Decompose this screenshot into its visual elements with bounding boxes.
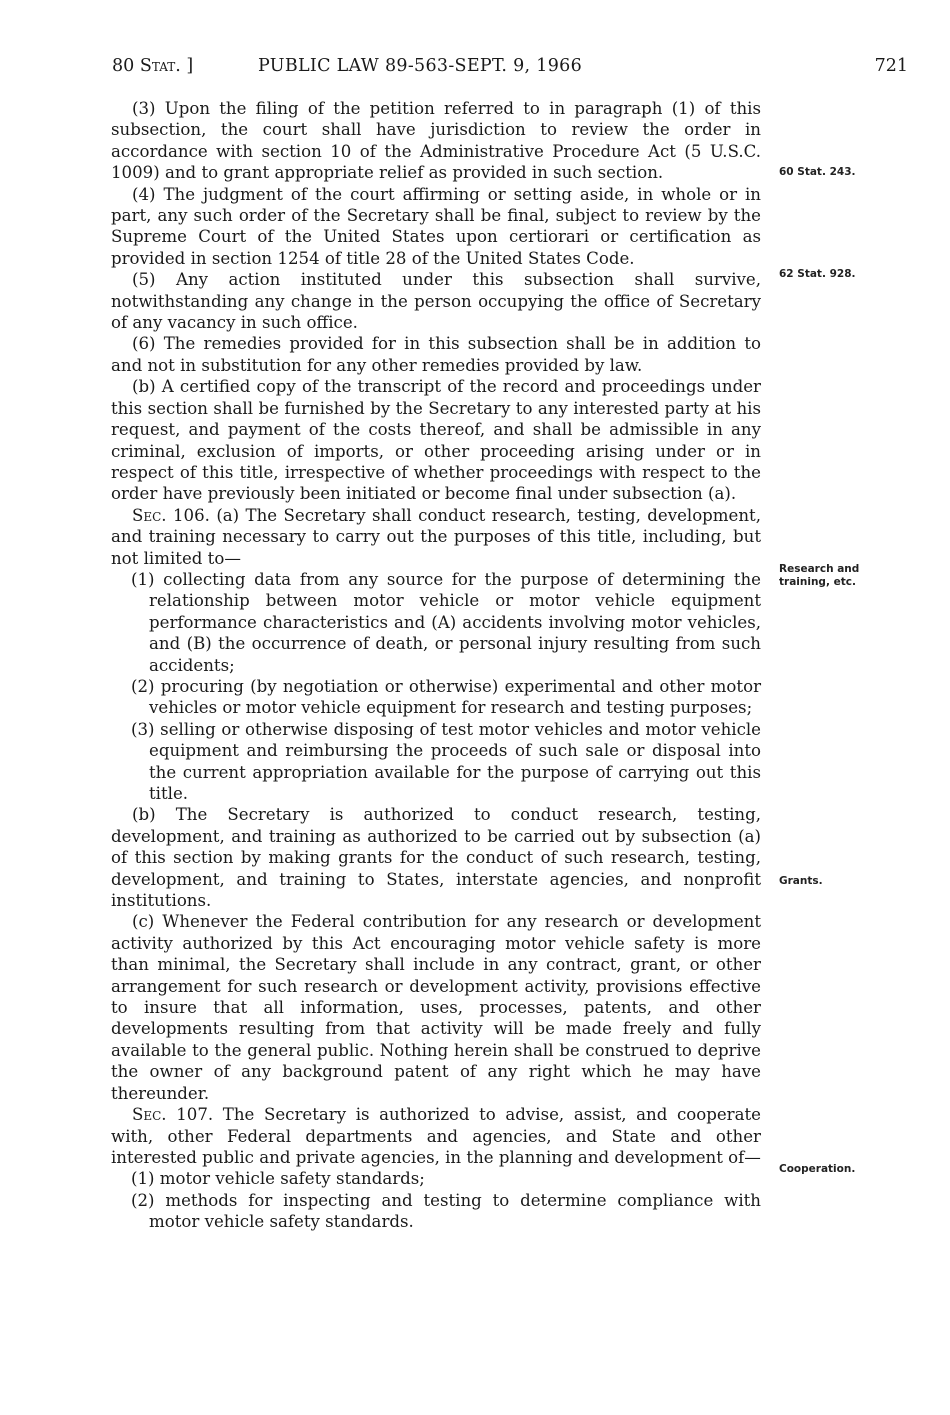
paragraph-a3: (3) Upon the filing of the petition referred to in paragraph (1) of this subsection, the court shall have jurisdiction to review the order in accordance with section 10 of the Administrative Procedure Act (5 U.S.C. 1009) and to grant appropriate relief as provided in such section.	[111, 99, 761, 183]
section-106-a: Sec. 106. (a) The Secretary shall conduct research, testing, development, and training necessary to carry out the purposes of this title, including, but not limited to—	[111, 505, 761, 568]
page-number: 721	[874, 56, 908, 76]
margin-note-60-stat-243: 60 Stat. 243.	[779, 166, 856, 178]
body-text	[111, 98, 761, 1233]
section-107-item-2: (2) methods for inspecting and testing to determine compliance with motor vehicle safety standards.	[131, 1190, 761, 1232]
margin-note-cooperation: Cooperation.	[779, 1163, 856, 1175]
margin-note-research-training: Research and training, etc.	[779, 563, 860, 588]
paragraph-a5: (5) Any action instituted under this subsection shall survive, notwithstanding any change in the person occupying the office of Secretary of any vacancy in such office.	[111, 270, 761, 333]
section-106-b: (b) The Secretary is authorized to conduct research, testing, development, and training as authorized to be carried out by subsection (a) of this section by making grants for the conduct of such research, testing, development, and training to States, interstate agencies, and nonprofit institutions.	[111, 805, 761, 911]
section-106-item-2: (2) procuring (by negotiation or otherwise) experimental and other motor vehicles or motor vehicle equipment for research and testing purposes;	[131, 676, 761, 718]
section-106-item-1: (1) collecting data from any source for the purpose of determining the relationship between motor vehicle or motor vehicle equipment performance characteristics and (A) accidents involving motor vehicles, and (B) the occurrence of death, or personal injury resulting from such accidents;	[131, 569, 761, 675]
running-title: PUBLIC LAW 89-563-SEPT. 9, 1966	[258, 56, 583, 76]
statute-reference: 80 Stat. ]	[112, 56, 194, 76]
section-106-c: (c) Whenever the Federal contribution for any research or development activity authorized by this Act encouraging motor vehicle safety is more than minimal, the Secretary shall include in any contract, grant, or other arrangement for such research or development activity, provisions effective to insure that all information, uses, processes, patents, and other developments resulting from that activity will be made freely and fully available to the general public. Nothing herein shall be construed to deprive the owner of any background patent of any right which he may have thereunder.	[111, 912, 761, 1103]
section-107: Sec. 107. The Secretary is authorized to advise, assist, and cooperate with, other Federal departments and agencies, and State and other interested public and private agencies, in the planning and development of—	[111, 1105, 761, 1167]
paragraph-b: (b) A certified copy of the transcript of the record and proceedings under this section shall be furnished by the Secretary to any interested party at his request, and payment of the costs thereof, and shall be admissible in any criminal, exclusion of imports, or other proceeding arising under or in respect of this title, irrespective of whether proceedings with respect to the order have previously been initiated or become final under subsection (a).	[111, 377, 761, 504]
section-106-item-3: (3) selling or otherwise disposing of test motor vehicles and motor vehicle equipment and reimbursing the proceeds of such sale or disposal into the current appropriation available for the purpose of carrying out this title.	[131, 719, 761, 803]
page-header	[112, 56, 912, 82]
paragraph-a6: (6) The remedies provided for in this subsection shall be in addition to and not in substitution for any other remedies provided by law.	[111, 334, 761, 375]
margin-note-62-stat-928: 62 Stat. 928.	[779, 268, 856, 280]
margin-note-grants: Grants.	[779, 875, 823, 887]
section-107-item-1: (1) motor vehicle safety standards;	[131, 1169, 425, 1189]
paragraph-a4: (4) The judgment of the court affirming or setting aside, in whole or in part, any such order of the Secretary shall be final, subject to review by the Supreme Court of the United States upon certiorari or certification as provided in section 1254 of title 28 of the United States Code.	[111, 184, 761, 268]
